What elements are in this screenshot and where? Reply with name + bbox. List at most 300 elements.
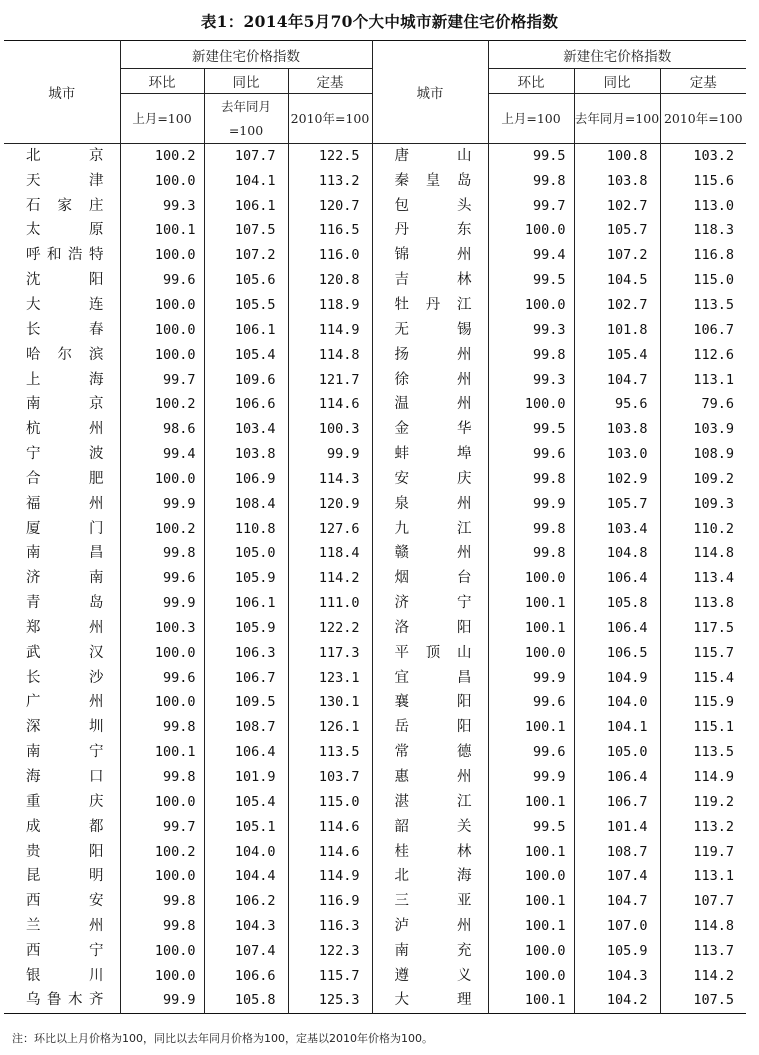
table-row xyxy=(4,591,746,616)
fixed-cell-left: 130.1 xyxy=(288,690,372,715)
yoy-cell-right: 108.7 xyxy=(574,839,660,864)
fixed-cell-left: 114.3 xyxy=(288,466,372,491)
yoy-cell-left: 108.7 xyxy=(204,715,288,740)
fixed-cell-right: 115.7 xyxy=(660,640,746,665)
yoy-cell-right: 103.0 xyxy=(574,442,660,467)
table-row xyxy=(4,839,746,864)
yoy-cell-left: 106.9 xyxy=(204,466,288,491)
table-row xyxy=(4,889,746,914)
table-row xyxy=(4,541,746,566)
city-cell-left: 石家庄 xyxy=(26,197,104,214)
mom-cell-right: 100.1 xyxy=(524,918,566,935)
city-cell-right: 秦皇岛 xyxy=(372,168,488,193)
fixed-cell-right: 103.2 xyxy=(660,144,746,169)
yoy-cell-right: 104.2 xyxy=(574,988,660,1013)
city-cell-right: 湛江 xyxy=(372,789,488,814)
yoy-cell-right: 101.4 xyxy=(574,814,660,839)
city-cell-left: 昆明 xyxy=(26,868,104,885)
yoy-cell-right: 103.4 xyxy=(574,516,660,541)
city-cell-left: 西安 xyxy=(26,893,104,910)
yoy-cell-left: 106.1 xyxy=(204,317,288,342)
yoy-cell-left: 101.9 xyxy=(204,765,288,790)
table-row xyxy=(4,765,746,790)
mom-cell-right: 100.0 xyxy=(524,396,566,413)
city-cell-right: 唐山 xyxy=(372,144,488,169)
fixed-cell-right: 107.5 xyxy=(660,988,746,1013)
yoy-cell-right: 103.8 xyxy=(574,168,660,193)
mom-cell-left: 100.0 xyxy=(120,864,204,889)
fixed-cell-left: 116.0 xyxy=(288,243,372,268)
yoy-cell-right: 105.8 xyxy=(574,591,660,616)
base-yoy-right: 去年同月=100 xyxy=(574,94,660,144)
base-fixed-right: 2010年=100 xyxy=(660,94,746,144)
fixed-cell-right: 107.7 xyxy=(660,889,746,914)
fixed-cell-right: 113.2 xyxy=(660,814,746,839)
yoy-cell-left: 106.3 xyxy=(204,640,288,665)
fixed-cell-right: 109.3 xyxy=(660,491,746,516)
table-row xyxy=(4,814,746,839)
mom-cell-left: 100.0 xyxy=(120,789,204,814)
fixed-cell-right: 116.8 xyxy=(660,243,746,268)
fixed-cell-right: 114.8 xyxy=(660,541,746,566)
yoy-cell-left: 108.4 xyxy=(204,491,288,516)
fixed-cell-right: 113.1 xyxy=(660,864,746,889)
city-cell-left: 武汉 xyxy=(26,644,104,661)
fixed-cell-left: 114.6 xyxy=(288,392,372,417)
yoy-cell-left: 104.3 xyxy=(204,914,288,939)
city-cell-right: 锦州 xyxy=(372,243,488,268)
mom-cell-left: 99.9 xyxy=(120,988,204,1013)
city-cell-left: 广州 xyxy=(26,694,104,711)
fixed-cell-left: 117.3 xyxy=(288,640,372,665)
yoy-cell-right: 106.4 xyxy=(574,616,660,641)
city-cell-right: 济宁 xyxy=(372,591,488,616)
city-cell-right: 丹东 xyxy=(372,218,488,243)
mom-cell-right: 100.1 xyxy=(524,595,566,612)
mom-cell-left: 98.6 xyxy=(120,417,204,442)
yoy-cell-left: 104.0 xyxy=(204,839,288,864)
table-row xyxy=(4,988,746,1013)
fixed-cell-left: 122.5 xyxy=(288,144,372,169)
yoy-cell-left: 105.1 xyxy=(204,814,288,839)
fixed-cell-left: 125.3 xyxy=(288,988,372,1013)
table-row xyxy=(4,616,746,641)
fixed-cell-right: 79.6 xyxy=(660,392,746,417)
fixed-cell-right: 113.7 xyxy=(660,939,746,964)
table-row xyxy=(4,268,746,293)
fixed-cell-right: 115.4 xyxy=(660,665,746,690)
group-header-left: 新建住宅价格指数 xyxy=(120,41,372,69)
city-header-right: 城市 xyxy=(372,41,488,144)
mom-cell-left: 99.7 xyxy=(120,814,204,839)
yoy-cell-left: 105.5 xyxy=(204,293,288,318)
yoy-cell-left: 105.4 xyxy=(204,789,288,814)
fixed-cell-right: 118.3 xyxy=(660,218,746,243)
city-cell-left: 杭州 xyxy=(26,421,104,438)
mom-cell-right: 100.1 xyxy=(524,843,566,860)
city-cell-left: 长春 xyxy=(26,321,104,338)
fixed-cell-left: 120.9 xyxy=(288,491,372,516)
yoy-cell-right: 104.3 xyxy=(574,963,660,988)
fixed-cell-left: 103.7 xyxy=(288,765,372,790)
yoy-cell-right: 106.4 xyxy=(574,765,660,790)
fixed-cell-right: 115.0 xyxy=(660,268,746,293)
yoy-cell-right: 105.4 xyxy=(574,342,660,367)
yoy-cell-left: 107.5 xyxy=(204,218,288,243)
mom-cell-right: 99.7 xyxy=(533,197,566,214)
city-cell-right: 常德 xyxy=(372,740,488,765)
mom-cell-left: 99.9 xyxy=(120,591,204,616)
col-fixed-left: 定基 xyxy=(288,69,372,94)
yoy-cell-right: 104.9 xyxy=(574,665,660,690)
city-cell-left: 海口 xyxy=(26,769,104,786)
table-row xyxy=(4,193,746,218)
city-cell-right: 韶关 xyxy=(372,814,488,839)
city-cell-left: 深圳 xyxy=(26,719,104,736)
yoy-cell-left: 110.8 xyxy=(204,516,288,541)
fixed-cell-left: 114.9 xyxy=(288,317,372,342)
city-cell-right: 蚌埠 xyxy=(372,442,488,467)
group-header-right: 新建住宅价格指数 xyxy=(488,41,746,69)
fixed-cell-left: 120.7 xyxy=(288,193,372,218)
mom-cell-right: 99.3 xyxy=(533,321,566,338)
mom-cell-right: 100.0 xyxy=(524,296,566,313)
yoy-cell-right: 100.8 xyxy=(574,144,660,169)
fixed-cell-right: 113.5 xyxy=(660,293,746,318)
city-cell-right: 襄阳 xyxy=(372,690,488,715)
table-row xyxy=(4,392,746,417)
city-cell-right: 南充 xyxy=(372,939,488,964)
mom-cell-right: 100.0 xyxy=(524,868,566,885)
base-fixed-left: 2010年=100 xyxy=(288,94,372,144)
city-cell-left: 长沙 xyxy=(26,669,104,686)
yoy-cell-right: 107.2 xyxy=(574,243,660,268)
city-cell-right: 徐州 xyxy=(372,367,488,392)
fixed-cell-left: 114.6 xyxy=(288,814,372,839)
fixed-cell-left: 127.6 xyxy=(288,516,372,541)
yoy-cell-right: 104.7 xyxy=(574,889,660,914)
yoy-cell-left: 105.8 xyxy=(204,988,288,1013)
fixed-cell-right: 114.9 xyxy=(660,765,746,790)
yoy-cell-right: 104.7 xyxy=(574,367,660,392)
fixed-cell-left: 115.7 xyxy=(288,963,372,988)
base-yoy-left: 去年同月=100 xyxy=(204,94,288,144)
city-cell-left: 南宁 xyxy=(26,744,104,761)
mom-cell-right: 99.6 xyxy=(533,744,566,761)
mom-cell-left: 99.8 xyxy=(120,889,204,914)
mom-cell-left: 100.0 xyxy=(120,466,204,491)
table-row xyxy=(4,243,746,268)
yoy-cell-left: 105.6 xyxy=(204,268,288,293)
mom-cell-right: 99.5 xyxy=(533,421,566,438)
city-cell-right: 泉州 xyxy=(372,491,488,516)
fixed-cell-left: 123.1 xyxy=(288,665,372,690)
mom-cell-right: 100.1 xyxy=(524,893,566,910)
fixed-cell-right: 119.2 xyxy=(660,789,746,814)
fixed-cell-right: 106.7 xyxy=(660,317,746,342)
col-fixed-right: 定基 xyxy=(660,69,746,94)
city-cell-right: 包头 xyxy=(372,193,488,218)
city-cell-right: 洛阳 xyxy=(372,616,488,641)
fixed-cell-left: 111.0 xyxy=(288,591,372,616)
yoy-cell-left: 106.1 xyxy=(204,193,288,218)
mom-cell-left: 100.0 xyxy=(120,690,204,715)
city-cell-left: 济南 xyxy=(26,570,104,587)
city-cell-right: 烟台 xyxy=(372,566,488,591)
fixed-cell-right: 115.6 xyxy=(660,168,746,193)
base-mom-left: 上月=100 xyxy=(120,94,204,144)
fixed-cell-left: 116.3 xyxy=(288,914,372,939)
yoy-cell-left: 109.6 xyxy=(204,367,288,392)
city-header-left: 城市 xyxy=(4,41,120,144)
city-cell-right: 岳阳 xyxy=(372,715,488,740)
mom-cell-left: 100.0 xyxy=(120,243,204,268)
mom-cell-left: 100.2 xyxy=(120,392,204,417)
table-row xyxy=(4,367,746,392)
mom-cell-left: 100.2 xyxy=(120,839,204,864)
table-row xyxy=(4,442,746,467)
fixed-cell-left: 100.3 xyxy=(288,417,372,442)
city-cell-right: 北海 xyxy=(372,864,488,889)
city-cell-right: 无锡 xyxy=(372,317,488,342)
city-cell-left: 合肥 xyxy=(26,470,104,487)
city-cell-right: 三亚 xyxy=(372,889,488,914)
city-cell-left: 重庆 xyxy=(26,793,104,810)
mom-cell-left: 99.8 xyxy=(120,914,204,939)
mom-cell-right: 100.1 xyxy=(524,793,566,810)
city-cell-left: 太原 xyxy=(26,222,104,239)
city-cell-left: 贵阳 xyxy=(26,843,104,860)
fixed-cell-left: 115.0 xyxy=(288,789,372,814)
fixed-cell-right: 115.9 xyxy=(660,690,746,715)
yoy-cell-right: 104.5 xyxy=(574,268,660,293)
mom-cell-right: 100.0 xyxy=(524,967,566,984)
fixed-cell-left: 99.9 xyxy=(288,442,372,467)
mom-cell-left: 99.6 xyxy=(120,665,204,690)
yoy-cell-right: 101.8 xyxy=(574,317,660,342)
mom-cell-left: 100.1 xyxy=(120,740,204,765)
mom-cell-right: 100.1 xyxy=(524,992,566,1009)
footnote: 注：环比以上月价格为100，同比以去年同月价格为100，定基以2010年价格为100。 xyxy=(12,1032,433,1045)
mom-cell-right: 99.6 xyxy=(533,694,566,711)
mom-cell-right: 99.6 xyxy=(533,446,566,463)
city-cell-right: 惠州 xyxy=(372,765,488,790)
table-row xyxy=(4,342,746,367)
yoy-cell-left: 106.6 xyxy=(204,963,288,988)
fixed-cell-right: 113.1 xyxy=(660,367,746,392)
mom-cell-right: 99.8 xyxy=(533,172,566,189)
yoy-cell-right: 105.7 xyxy=(574,218,660,243)
mom-cell-right: 99.5 xyxy=(533,272,566,289)
mom-cell-left: 100.1 xyxy=(120,218,204,243)
mom-cell-left: 100.0 xyxy=(120,640,204,665)
city-cell-left: 南昌 xyxy=(26,545,104,562)
yoy-cell-right: 102.7 xyxy=(574,193,660,218)
mom-cell-right: 100.0 xyxy=(524,222,566,239)
fixed-cell-right: 117.5 xyxy=(660,616,746,641)
table-row xyxy=(4,516,746,541)
fixed-cell-right: 112.6 xyxy=(660,342,746,367)
table-row xyxy=(4,864,746,889)
table-row xyxy=(4,218,746,243)
fixed-cell-right: 114.2 xyxy=(660,963,746,988)
table-row xyxy=(4,566,746,591)
yoy-cell-left: 103.8 xyxy=(204,442,288,467)
table-row xyxy=(4,417,746,442)
base-mom-right: 上月=100 xyxy=(488,94,574,144)
table-row xyxy=(4,665,746,690)
mom-cell-left: 100.0 xyxy=(120,963,204,988)
city-cell-right: 扬州 xyxy=(372,342,488,367)
city-cell-right: 安庆 xyxy=(372,466,488,491)
fixed-cell-right: 113.4 xyxy=(660,566,746,591)
city-cell-right: 牡丹江 xyxy=(372,293,488,318)
mom-cell-right: 100.1 xyxy=(524,619,566,636)
city-cell-right: 桂林 xyxy=(372,839,488,864)
fixed-cell-left: 113.2 xyxy=(288,168,372,193)
yoy-cell-right: 107.4 xyxy=(574,864,660,889)
mom-cell-left: 100.0 xyxy=(120,317,204,342)
fixed-cell-left: 118.4 xyxy=(288,541,372,566)
yoy-cell-right: 104.8 xyxy=(574,541,660,566)
fixed-cell-left: 126.1 xyxy=(288,715,372,740)
yoy-cell-left: 105.0 xyxy=(204,541,288,566)
city-cell-right: 大理 xyxy=(372,988,488,1013)
yoy-cell-right: 104.1 xyxy=(574,715,660,740)
fixed-cell-right: 113.8 xyxy=(660,591,746,616)
city-cell-right: 宜昌 xyxy=(372,665,488,690)
col-yoy-right: 同比 xyxy=(574,69,660,94)
city-cell-right: 温州 xyxy=(372,392,488,417)
mom-cell-right: 100.0 xyxy=(524,570,566,587)
mom-cell-right: 99.9 xyxy=(533,495,566,512)
fixed-cell-right: 108.9 xyxy=(660,442,746,467)
mom-cell-right: 100.1 xyxy=(524,719,566,736)
mom-cell-left: 99.3 xyxy=(120,193,204,218)
mom-cell-left: 100.2 xyxy=(120,516,204,541)
yoy-cell-left: 104.1 xyxy=(204,168,288,193)
yoy-cell-right: 104.0 xyxy=(574,690,660,715)
mom-cell-left: 99.4 xyxy=(120,442,204,467)
fixed-cell-left: 122.3 xyxy=(288,939,372,964)
mom-cell-right: 99.5 xyxy=(533,148,566,165)
mom-cell-left: 99.7 xyxy=(120,367,204,392)
fixed-cell-left: 114.2 xyxy=(288,566,372,591)
yoy-cell-left: 103.4 xyxy=(204,417,288,442)
mom-cell-left: 99.8 xyxy=(120,541,204,566)
yoy-cell-left: 105.4 xyxy=(204,342,288,367)
mom-cell-right: 99.9 xyxy=(533,669,566,686)
city-cell-right: 泸州 xyxy=(372,914,488,939)
yoy-cell-right: 102.7 xyxy=(574,293,660,318)
yoy-cell-right: 106.5 xyxy=(574,640,660,665)
yoy-cell-left: 106.7 xyxy=(204,665,288,690)
yoy-cell-left: 106.1 xyxy=(204,591,288,616)
mom-cell-left: 99.9 xyxy=(120,491,204,516)
mom-cell-right: 99.8 xyxy=(533,470,566,487)
table-row xyxy=(4,640,746,665)
city-cell-left: 西宁 xyxy=(26,942,104,959)
mom-cell-right: 99.4 xyxy=(533,247,566,264)
fixed-cell-right: 119.7 xyxy=(660,839,746,864)
fixed-cell-left: 118.9 xyxy=(288,293,372,318)
yoy-cell-right: 95.6 xyxy=(574,392,660,417)
mom-cell-left: 99.8 xyxy=(120,715,204,740)
mom-cell-right: 99.9 xyxy=(533,769,566,786)
city-cell-left: 哈尔滨 xyxy=(26,346,104,363)
city-cell-right: 金华 xyxy=(372,417,488,442)
city-cell-left: 郑州 xyxy=(26,619,104,636)
fixed-cell-right: 113.5 xyxy=(660,740,746,765)
yoy-cell-left: 106.2 xyxy=(204,889,288,914)
city-cell-right: 九江 xyxy=(372,516,488,541)
mom-cell-left: 100.0 xyxy=(120,342,204,367)
mom-cell-right: 99.8 xyxy=(533,346,566,363)
city-cell-left: 青岛 xyxy=(26,595,104,612)
city-cell-left: 宁波 xyxy=(26,446,104,463)
fixed-cell-right: 114.8 xyxy=(660,914,746,939)
table-row xyxy=(4,963,746,988)
city-cell-left: 厦门 xyxy=(26,520,104,537)
yoy-cell-left: 109.5 xyxy=(204,690,288,715)
fixed-cell-left: 120.8 xyxy=(288,268,372,293)
fixed-cell-right: 115.1 xyxy=(660,715,746,740)
table-row xyxy=(4,491,746,516)
mom-cell-left: 99.6 xyxy=(120,268,204,293)
city-cell-left: 银川 xyxy=(26,967,104,984)
table-row xyxy=(4,789,746,814)
yoy-cell-left: 104.4 xyxy=(204,864,288,889)
city-cell-left: 上海 xyxy=(26,371,104,388)
yoy-cell-right: 105.7 xyxy=(574,491,660,516)
mom-cell-left: 100.2 xyxy=(120,144,204,169)
city-cell-right: 平顶山 xyxy=(372,640,488,665)
yoy-cell-right: 106.4 xyxy=(574,566,660,591)
city-cell-right: 赣州 xyxy=(372,541,488,566)
city-cell-left: 南京 xyxy=(26,396,104,413)
col-yoy-left: 同比 xyxy=(204,69,288,94)
yoy-cell-left: 107.7 xyxy=(204,144,288,169)
city-cell-left: 大连 xyxy=(26,296,104,313)
city-cell-right: 遵义 xyxy=(372,963,488,988)
city-cell-left: 沈阳 xyxy=(26,272,104,289)
fixed-cell-left: 114.8 xyxy=(288,342,372,367)
mom-cell-left: 99.6 xyxy=(120,566,204,591)
yoy-cell-left: 107.2 xyxy=(204,243,288,268)
table-row xyxy=(4,317,746,342)
table-row xyxy=(4,939,746,964)
yoy-cell-right: 102.9 xyxy=(574,466,660,491)
fixed-cell-left: 116.5 xyxy=(288,218,372,243)
mom-cell-left: 100.0 xyxy=(120,939,204,964)
yoy-cell-right: 106.7 xyxy=(574,789,660,814)
table-row xyxy=(4,144,746,169)
fixed-cell-right: 109.2 xyxy=(660,466,746,491)
yoy-cell-left: 105.9 xyxy=(204,566,288,591)
city-cell-left: 福州 xyxy=(26,495,104,512)
fixed-cell-left: 114.9 xyxy=(288,864,372,889)
fixed-cell-left: 122.2 xyxy=(288,616,372,641)
yoy-cell-right: 105.0 xyxy=(574,740,660,765)
table-row xyxy=(4,690,746,715)
mom-cell-left: 100.0 xyxy=(120,293,204,318)
city-cell-left: 呼和浩特 xyxy=(26,247,104,264)
mom-cell-left: 99.8 xyxy=(120,765,204,790)
city-cell-left: 天津 xyxy=(26,172,104,189)
col-mom-left: 环比 xyxy=(120,69,204,94)
table-row xyxy=(4,740,746,765)
city-cell-left: 乌鲁木齐 xyxy=(26,992,104,1009)
